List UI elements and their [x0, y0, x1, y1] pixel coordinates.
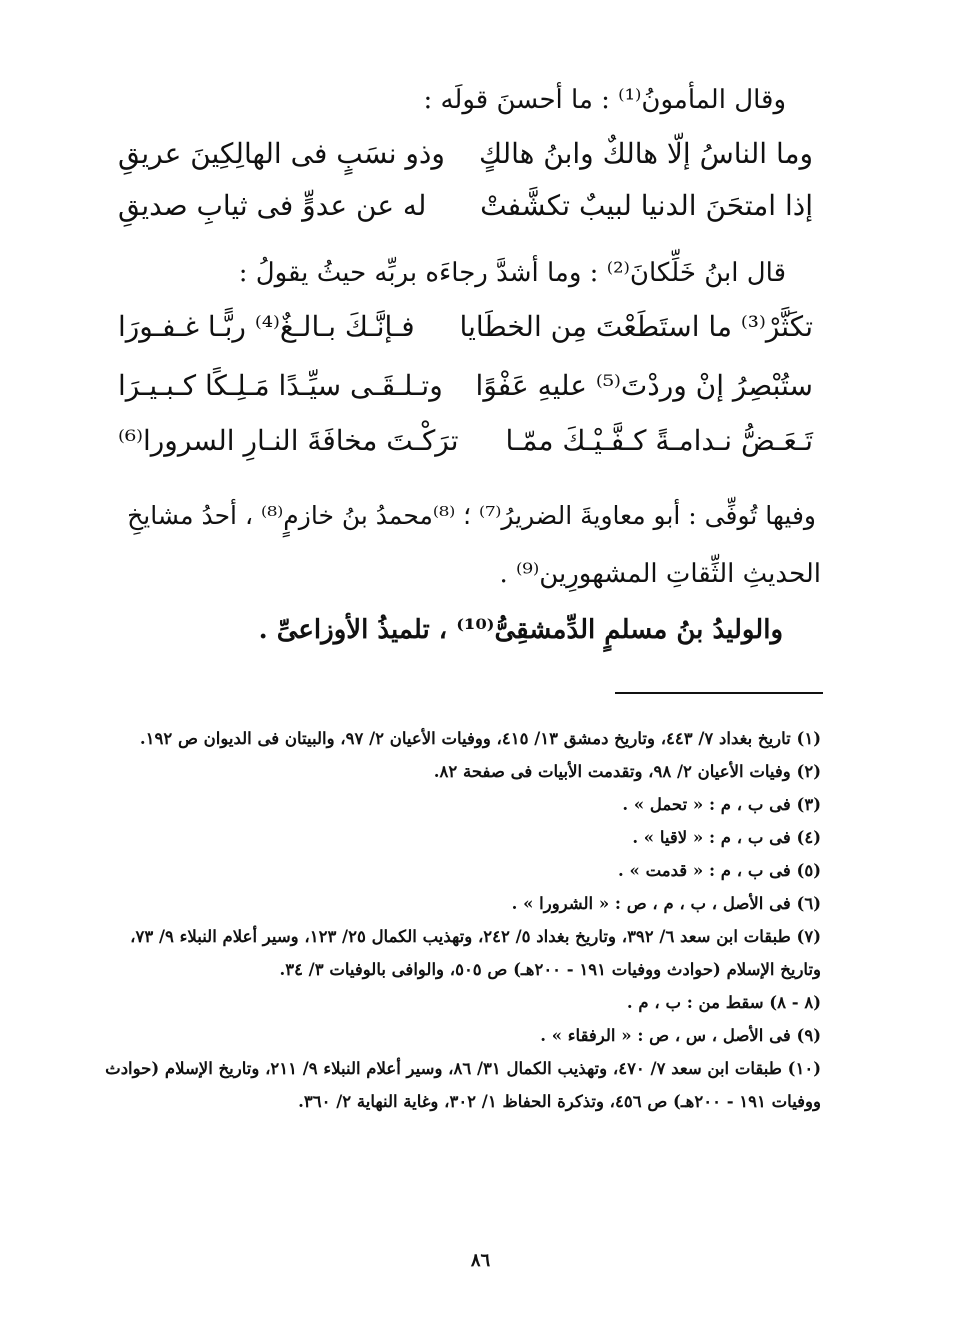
death-entry-abu-muawiya: وفيها تُوفِّى : أبو معاويةَ الضريرُ⁽⁷⁾ ؛ ⁽⁸⁾محمدُ بنُ خازمٍ⁽⁸⁾ ، أحدُ مشايخِ	[127, 501, 816, 530]
footnote-9: (٩) فى الأصل ، س ، ص : « الرفقاء » .	[540, 1026, 821, 1045]
footnotes	[105, 722, 821, 1118]
verse-3-first-hemistich: تكَثَّرْ⁽³⁾ ما استَطَعْتَ مِن الخطَايا	[459, 310, 813, 343]
intro-line-khallikan: قال ابنُ خَلِّكانَ⁽²⁾ : وما أشدَّ رجاءَه بربِّه حيثُ يقولُ :	[238, 258, 786, 288]
verse-line-4	[118, 369, 813, 413]
verse-4-second-hemistich: وتـلـقَـى سيِّـدًا مَـلِـكًا كـبـيـرَا	[118, 369, 443, 402]
verse-1-first-hemistich: وما الناسُ إلّا هالكٌ وابنُ هالكٍ	[478, 137, 813, 170]
verse-4-first-hemistich: ستُبْصِرُ إنْ وردْتَ⁽⁵⁾ عليهِ عَفْوًا	[475, 369, 813, 402]
verse-5-second-hemistich: ترَكْـتَ مخافَةَ النـارِ السرورا⁽⁶⁾	[118, 424, 459, 457]
verse-1-second-hemistich: وذو نسَبٍ فى الهالِكِينَ عريقِ	[118, 137, 445, 170]
verse-line-5	[118, 424, 813, 468]
verse-3-second-hemistich: فـإنَّـكَ بـالـغٌ⁽⁴⁾ ربًّـا غـفـورَا	[118, 310, 415, 343]
death-entry-continuation: الحديثِ الثِّقاتِ المشهورِين⁽⁹⁾ .	[499, 559, 821, 589]
footnote-6: (٦) فى الأصل ، ب ، م ، ص : « الشرورا » .	[511, 894, 821, 913]
footnote-5: (٥) فى ب ، م : « قدمت » .	[618, 861, 821, 880]
death-entry-walid: والوليدُ بنُ مسلمٍ الدِّمشقِىُّ⁽¹⁰⁾ ، تلميذُ الأوزاعىِّ .	[258, 615, 783, 645]
intro-line-mamun: وقال المأمونُ⁽¹⁾ : ما أحسنَ قولَه :	[423, 85, 786, 115]
verse-line-1	[118, 137, 813, 181]
footnote-1: (١) تاريخ بغداد ٧/ ٤٤٣، وتاريخ دمشق ١٣/ ٤١٥، ووفيات الأعيان ٢/ ٩٧، والبيتان فى الديوان ص ١٩٢.	[139, 729, 821, 748]
footnote-10: (١٠) طبقات ابن سعد ٧/ ٤٧٠، وتهذيب الكمال ٣١/ ٨٦، وسير أعلام النبلاء ٩/ ٢١١، وتاريخ الإسلام (حوادث ووفيات ١٩١ - ٢٠٠هـ) ص ٤٥٦، وتذكرة الحفاظ ١/ ٣٠٢، وغاية النهاية ٢/ ٣٦٠.	[105, 1059, 821, 1111]
footnote-3: (٣) فى ب ، م : « تحمل » .	[622, 795, 821, 814]
verse-line-3	[118, 310, 813, 354]
verse-5-first-hemistich: تَـعَـضُّ نـدامـةً كـفَّـيْـكَ ممّـا	[505, 424, 813, 457]
footnote-separator	[615, 692, 823, 694]
footnote-7: (٧) طبقات ابن سعد ٦/ ٣٩٢، وتاريخ بغداد ٥/ ٢٤٢، وتهذيب الكمال ٢٥/ ١٢٣، وسير أعلام النبلاء ٩/ ٧٣، وتاريخ الإسلام (حوادث ووفيات ١٩١ - ٢٠٠هـ) ص ٥٠٥، والوافى بالوفيات ٣/ ٣٤.	[130, 927, 821, 979]
verse-line-2	[118, 189, 813, 233]
page-number: ٨٦	[470, 1250, 491, 1271]
verse-2-first-hemistich: إذا امتحَنَ الدنيا لبيبٌ تكشَّفتْ	[480, 189, 813, 222]
verse-2-second-hemistich: له عن عدوٍّ فى ثيابِ صديقِ	[118, 189, 427, 222]
footnote-8: (٨ - ٨) سقط من : ب ، م .	[626, 993, 821, 1012]
footnote-2: (٢) وفيات الأعيان ٢/ ٩٨، وتقدمت الأبيات فى صفحة ٨٢.	[433, 762, 821, 781]
footnote-4: (٤) فى ب ، م : « لاقيا » .	[632, 828, 821, 847]
